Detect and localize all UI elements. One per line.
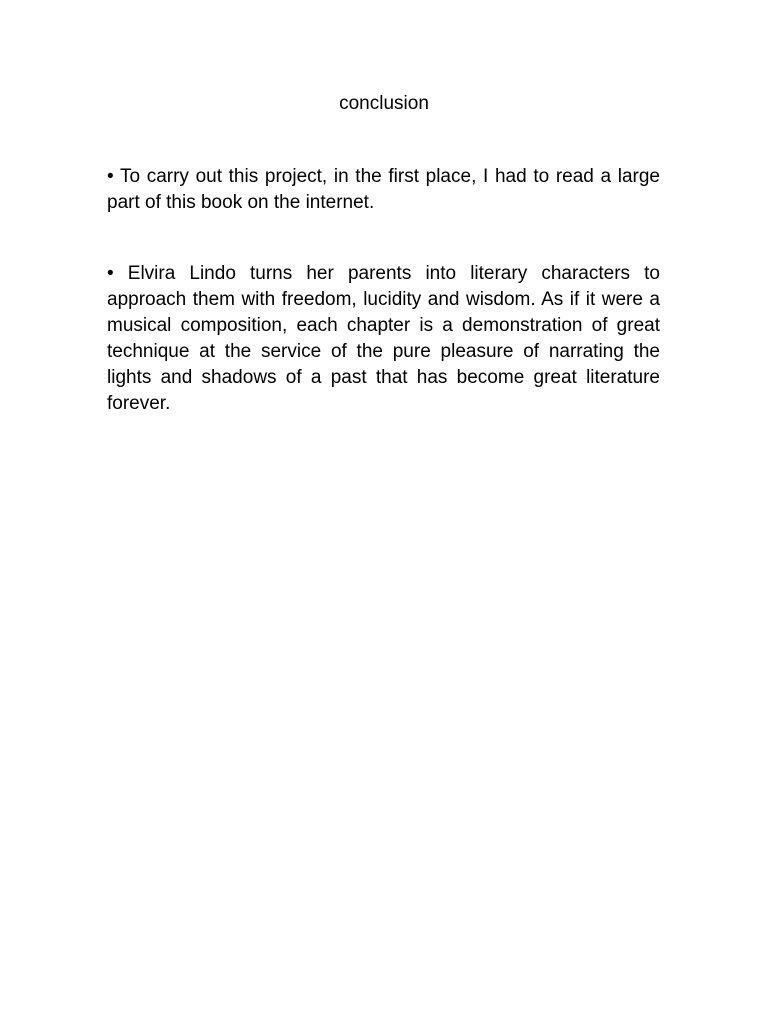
- page-title: conclusion: [339, 93, 429, 114]
- paragraph-2: • Elvira Lindo turns her parents into literary characters to approach them with freedom, lucidity and wisdom. As if it were a musical composition, each chapter is a demonstration of great technique at the service of the pure pleasure of narrating the lights and shadows of a past that has become great literature forever.: [107, 263, 660, 414]
- paragraph-1: • To carry out this project, in the first place, I had to read a large part of this book on the internet.: [107, 166, 660, 213]
